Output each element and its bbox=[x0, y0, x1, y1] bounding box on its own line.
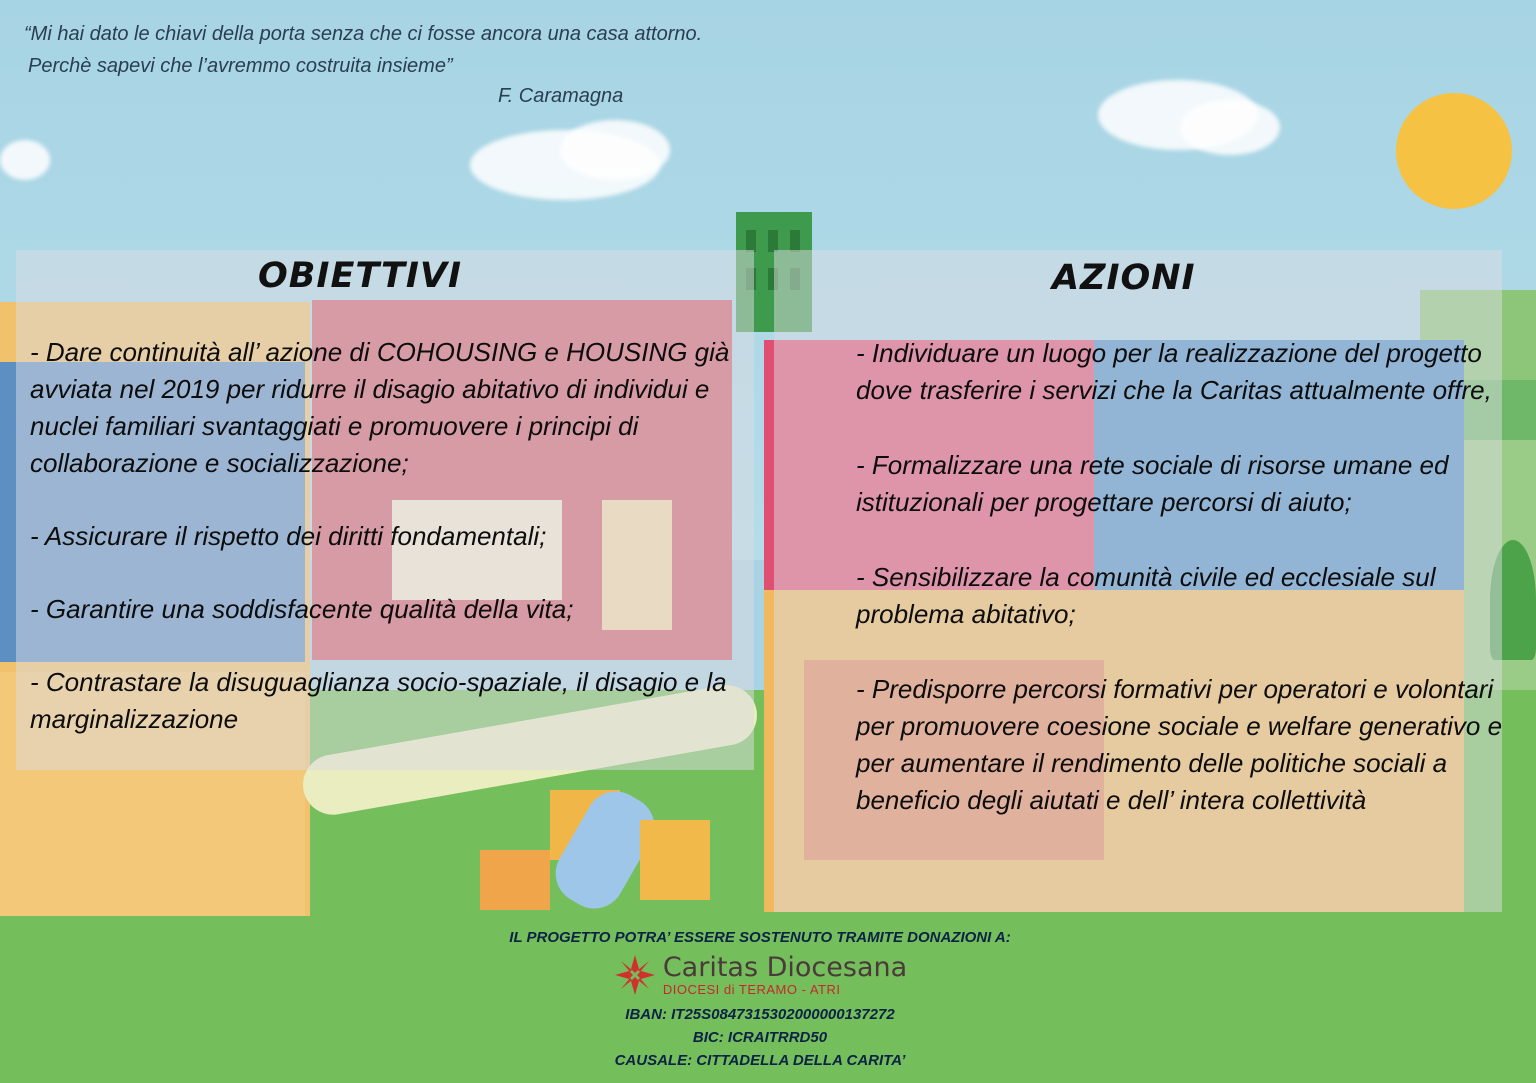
iban: IBAN: IT25S0847315302000000137272 bbox=[625, 1006, 895, 1023]
objective-item: - Assicurare il rispetto dei diritti fondamentali; bbox=[30, 521, 547, 551]
causale: CAUSALE: CITTADELLA DELLA CARITA’ bbox=[614, 1052, 906, 1069]
action-item: - Individuare un luogo per la realizzazione del progetto dove trasferire i servizi che la Caritas attualmente offre, bbox=[856, 338, 1492, 405]
actions-title: AZIONI bbox=[1052, 258, 1196, 298]
action-item: - Formalizzare una rete sociale di risorse umane ed istituzionali per progettare percorsi di aiuto; bbox=[856, 450, 1449, 517]
logo-name: Caritas Diocesana bbox=[662, 951, 908, 983]
quote-author: F. Caramagna bbox=[498, 85, 624, 107]
action-item: - Sensibilizzare la comunità civile ed ecclesiale sul problema abitativo; bbox=[856, 562, 1436, 629]
caritas-cross-icon bbox=[613, 953, 657, 997]
caritas-logo bbox=[480, 953, 1040, 997]
cloud bbox=[560, 120, 670, 180]
play-block bbox=[640, 820, 710, 900]
bic: BIC: ICRAITRRD50 bbox=[692, 1029, 828, 1046]
objectives-title: OBIETTIVI bbox=[258, 256, 463, 296]
cloud bbox=[0, 140, 50, 180]
quote-line-2: Perchè sapevi che l’avremmo costruita insieme” bbox=[28, 55, 453, 77]
play-block bbox=[480, 850, 550, 910]
quote-line-1: “Mi hai dato le chiavi della porta senza che ci fosse ancora una casa attorno. bbox=[24, 23, 703, 45]
quote bbox=[24, 18, 703, 107]
objective-item: - Contrastare la disuguaglianza socio-spaziale, il disagio e la marginalizzazione bbox=[30, 667, 727, 734]
sun-icon bbox=[1396, 93, 1512, 209]
cloud bbox=[1180, 100, 1280, 155]
logo-subtitle: DIOCESI di TERAMO - ATRI bbox=[662, 981, 841, 997]
tower-window bbox=[746, 230, 756, 252]
objective-item: - Garantire una soddisfacente qualità della vita; bbox=[30, 594, 574, 624]
donation-heading: IL PROGETTO POTRA’ ESSERE SOSTENUTO TRAMITE DONAZIONI A: bbox=[509, 929, 1011, 946]
objective-item: - Dare continuità all’ azione di COHOUSING e HOUSING già avviata nel 2019 per ridurre il disagio abitativo di individui e nuclei familiari svantaggiati e promuovere i principi di collaborazione e socializzazione; bbox=[30, 337, 730, 478]
actions-list bbox=[856, 335, 1506, 857]
playground bbox=[480, 750, 730, 910]
objectives-list bbox=[30, 334, 750, 774]
action-item: - Predisporre percorsi formativi per operatori e volontari per promuovere coesione sociale e welfare generativo e per aumentare il rendimento delle politiche sociali a beneficio degli aiutati e dell’ intera collettività bbox=[856, 674, 1503, 815]
donation-footer bbox=[480, 926, 1040, 1072]
